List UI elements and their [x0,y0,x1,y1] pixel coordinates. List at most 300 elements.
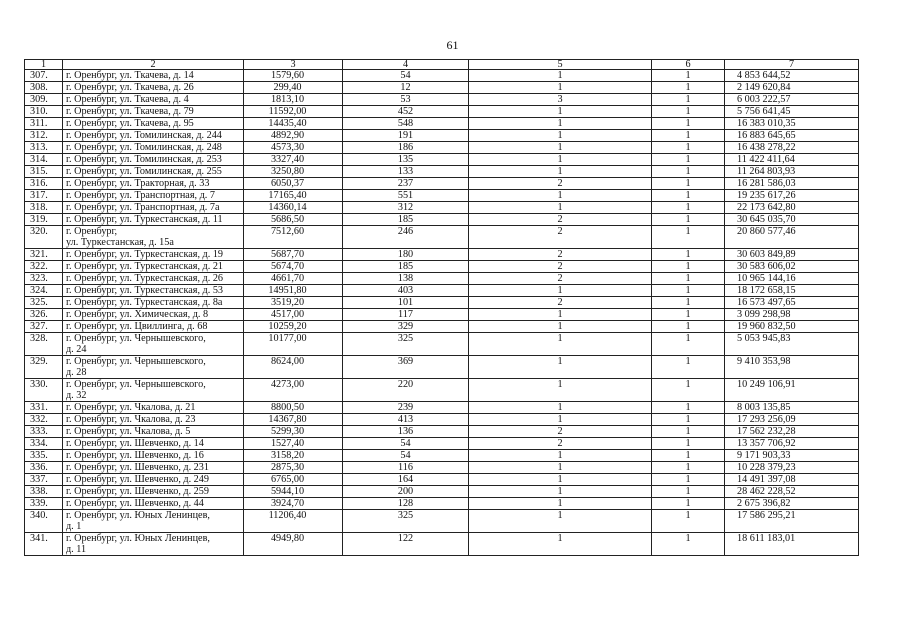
cell-6: 1 [652,450,725,462]
address: г. Оренбург, ул. Тракторная, д. 33 [63,178,244,190]
table-row [25,309,859,321]
area: 4892,90 [244,130,343,142]
residents: 185 [343,261,469,273]
row-number: 308. [25,82,63,94]
amount: 16 573 497,65 [725,297,859,309]
cell-6: 1 [652,474,725,486]
table-row [25,202,859,214]
amount: 16 438 278,22 [725,142,859,154]
amount: 11 422 411,64 [725,154,859,166]
cell-5: 1 [469,106,652,118]
amount: 16 383 010,35 [725,118,859,130]
table-row [25,297,859,309]
cell-6: 1 [652,533,725,556]
cell-6: 1 [652,70,725,82]
address-line: ул. Туркестанская, д. 15а [66,237,174,248]
table-row [25,379,859,402]
cell-5: 1 [469,533,652,556]
area: 5674,70 [244,261,343,273]
table-row [25,273,859,285]
header-col-1: 1 [25,60,63,70]
amount: 16 883 645,65 [725,130,859,142]
residents: 452 [343,106,469,118]
row-number: 335. [25,450,63,462]
address: г. Оренбург, ул. Туркестанская, д. 26 [63,273,244,285]
cell-5: 1 [469,462,652,474]
residents: 312 [343,202,469,214]
table-row [25,226,859,249]
address-line: д. 32 [66,390,87,401]
residents: 54 [343,70,469,82]
table-row [25,426,859,438]
amount: 17 562 232,28 [725,426,859,438]
table-row [25,356,859,379]
row-number: 334. [25,438,63,450]
residents: 191 [343,130,469,142]
amount: 8 003 135,85 [725,402,859,414]
residents: 180 [343,249,469,261]
residents: 185 [343,214,469,226]
address-line: г. Оренбург, ул. Чернышевского, [66,379,206,390]
table-row [25,438,859,450]
table-row [25,450,859,462]
address: г. Оренбург, ул. Ткачева, д. 95 [63,118,244,130]
cell-6: 1 [652,333,725,356]
row-number: 333. [25,426,63,438]
table-row [25,106,859,118]
residents: 136 [343,426,469,438]
cell-6: 1 [652,118,725,130]
residents: 403 [343,285,469,297]
address: г. Оренбург, ул. Туркестанская, д. 19 [63,249,244,261]
table-row [25,510,859,533]
amount: 10 228 379,23 [725,462,859,474]
cell-5: 1 [469,450,652,462]
cell-5: 1 [469,321,652,333]
table-row [25,94,859,106]
header-col-7: 7 [725,60,859,70]
address: г. Оренбург, ул. Ткачева, д. 4 [63,94,244,106]
row-number: 316. [25,178,63,190]
table-row [25,118,859,130]
address: г. Оренбург, ул. Туркестанская, д. 21 [63,261,244,273]
residents: 116 [343,462,469,474]
address: г. Оренбург, ул. Шевченко, д. 249 [63,474,244,486]
area: 10259,20 [244,321,343,333]
page-number: 61 [446,38,459,52]
cell-6: 1 [652,261,725,273]
address-line: г. Оренбург, ул. Юных Ленинцев, [66,510,210,521]
amount: 14 491 397,08 [725,474,859,486]
table-row [25,70,859,82]
area: 11592,00 [244,106,343,118]
cell-5: 2 [469,214,652,226]
cell-5: 2 [469,178,652,190]
table-row [25,285,859,297]
amount: 17 293 256,09 [725,414,859,426]
row-number: 313. [25,142,63,154]
cell-5: 2 [469,426,652,438]
cell-5: 1 [469,70,652,82]
amount: 28 462 228,52 [725,486,859,498]
residents: 164 [343,474,469,486]
cell-6: 1 [652,426,725,438]
residents: 239 [343,402,469,414]
row-number: 319. [25,214,63,226]
table-body [25,70,859,556]
address: г. Оренбург, ул. Цвиллинга, д. 68 [63,321,244,333]
residents: 548 [343,118,469,130]
cell-5: 2 [469,438,652,450]
row-number: 332. [25,414,63,426]
address-line: г. Оренбург, ул. Чернышевского, [66,356,206,367]
cell-6: 1 [652,166,725,178]
residents: 413 [343,414,469,426]
area: 2875,30 [244,462,343,474]
row-number: 329. [25,356,63,379]
amount: 17 586 295,21 [725,510,859,533]
address: г. Оренбург, ул. Шевченко, д. 231 [63,462,244,474]
address: г. Оренбург, ул. Томилинская, д. 248 [63,142,244,154]
cell-5: 1 [469,309,652,321]
cell-5: 1 [469,118,652,130]
area: 4273,00 [244,379,343,402]
residents: 329 [343,321,469,333]
area: 14951,80 [244,285,343,297]
cell-6: 1 [652,309,725,321]
address-line: д. 1 [66,521,82,532]
address-line: г. Оренбург, ул. Юных Ленинцев, [66,533,210,544]
cell-6: 1 [652,510,725,533]
residents: 54 [343,450,469,462]
amount: 4 853 644,52 [725,70,859,82]
address-line: д. 11 [66,544,87,555]
row-number: 328. [25,333,63,356]
address: г. Оренбург, ул. Чкалова, д. 5 [63,426,244,438]
cell-5: 2 [469,249,652,261]
row-number: 320. [25,226,63,249]
cell-5: 1 [469,379,652,402]
cell-5: 2 [469,226,652,249]
cell-5: 2 [469,273,652,285]
amount: 20 860 577,46 [725,226,859,249]
cell-6: 1 [652,202,725,214]
cell-6: 1 [652,82,725,94]
address: г. Оренбург, ул. Чкалова, д. 23 [63,414,244,426]
cell-5: 1 [469,486,652,498]
row-number: 331. [25,402,63,414]
residents: 237 [343,178,469,190]
cell-6: 1 [652,106,725,118]
cell-6: 1 [652,94,725,106]
table-row [25,414,859,426]
table-row [25,214,859,226]
area: 4949,80 [244,533,343,556]
cell-5: 1 [469,356,652,379]
row-number: 327. [25,321,63,333]
address-line: д. 24 [66,344,87,355]
residents: 200 [343,486,469,498]
cell-5: 1 [469,190,652,202]
cell-6: 1 [652,438,725,450]
row-number: 312. [25,130,63,142]
header-col-4: 4 [343,60,469,70]
row-number: 322. [25,261,63,273]
cell-5: 1 [469,154,652,166]
table-row [25,190,859,202]
amount: 22 173 642,80 [725,202,859,214]
area: 11206,40 [244,510,343,533]
address [63,356,244,379]
cell-6: 1 [652,273,725,285]
cell-6: 1 [652,356,725,379]
row-number: 309. [25,94,63,106]
residents: 220 [343,379,469,402]
table-row [25,321,859,333]
cell-5: 1 [469,166,652,178]
table-row [25,166,859,178]
row-number: 326. [25,309,63,321]
cell-6: 1 [652,214,725,226]
residents: 117 [343,309,469,321]
row-number: 321. [25,249,63,261]
amount: 5 756 641,45 [725,106,859,118]
table-row [25,486,859,498]
row-number: 311. [25,118,63,130]
area: 3250,80 [244,166,343,178]
area: 14360,14 [244,202,343,214]
amount: 18 611 183,01 [725,533,859,556]
cell-5: 1 [469,402,652,414]
area: 5687,70 [244,249,343,261]
row-number: 318. [25,202,63,214]
amount: 2 675 396,82 [725,498,859,510]
header-col-6: 6 [652,60,725,70]
row-number: 307. [25,70,63,82]
address-line: д. 28 [66,367,87,378]
area: 4661,70 [244,273,343,285]
table-row [25,249,859,261]
cell-6: 1 [652,414,725,426]
amount: 5 053 945,83 [725,333,859,356]
address: г. Оренбург, ул. Ткачева, д. 14 [63,70,244,82]
residents: 12 [343,82,469,94]
cell-5: 1 [469,202,652,214]
address: г. Оренбург, ул. Ткачева, д. 26 [63,82,244,94]
area: 1813,10 [244,94,343,106]
area: 4573,30 [244,142,343,154]
row-number: 324. [25,285,63,297]
area: 14435,40 [244,118,343,130]
amount: 2 149 620,84 [725,82,859,94]
amount: 9 171 903,33 [725,450,859,462]
area: 3158,20 [244,450,343,462]
row-number: 315. [25,166,63,178]
table-row [25,498,859,510]
table-row [25,333,859,356]
residents: 138 [343,273,469,285]
cell-6: 1 [652,486,725,498]
cell-5: 1 [469,498,652,510]
table-row [25,154,859,166]
amount: 19 235 617,26 [725,190,859,202]
row-number: 337. [25,474,63,486]
amount: 19 960 832,50 [725,321,859,333]
area: 6050,37 [244,178,343,190]
cell-5: 1 [469,474,652,486]
area: 6765,00 [244,474,343,486]
area: 8624,00 [244,356,343,379]
address: г. Оренбург, ул. Чкалова, д. 21 [63,402,244,414]
cell-6: 1 [652,498,725,510]
table-row [25,462,859,474]
address: г. Оренбург, ул. Туркестанская, д. 11 [63,214,244,226]
amount: 3 099 298,98 [725,309,859,321]
amount: 11 264 803,93 [725,166,859,178]
address-line: г. Оренбург, ул. Чернышевского, [66,333,206,344]
residents: 551 [343,190,469,202]
area: 299,40 [244,82,343,94]
area: 8800,50 [244,402,343,414]
address: г. Оренбург, ул. Томилинская, д. 255 [63,166,244,178]
address-line: г. Оренбург, [66,226,118,237]
cell-6: 1 [652,285,725,297]
address [63,510,244,533]
cell-6: 1 [652,154,725,166]
amount: 10 249 106,91 [725,379,859,402]
header-row [25,60,859,70]
cell-6: 1 [652,226,725,249]
row-number: 317. [25,190,63,202]
header-col-2: 2 [63,60,244,70]
cell-5: 1 [469,414,652,426]
cell-6: 1 [652,190,725,202]
address: г. Оренбург, ул. Ткачева, д. 79 [63,106,244,118]
address: г. Оренбург, ул. Химическая, д. 8 [63,309,244,321]
address: г. Оренбург, ул. Туркестанская, д. 53 [63,285,244,297]
residents: 54 [343,438,469,450]
area: 5686,50 [244,214,343,226]
cell-6: 1 [652,321,725,333]
address [63,333,244,356]
cell-6: 1 [652,297,725,309]
cell-6: 1 [652,402,725,414]
area: 5299,30 [244,426,343,438]
residents: 325 [343,510,469,533]
address: г. Оренбург, ул. Шевченко, д. 14 [63,438,244,450]
area: 1527,40 [244,438,343,450]
address: г. Оренбург, ул. Томилинская, д. 244 [63,130,244,142]
cell-5: 3 [469,94,652,106]
residents: 325 [343,333,469,356]
row-number: 341. [25,533,63,556]
amount: 10 965 144,16 [725,273,859,285]
row-number: 325. [25,297,63,309]
address: г. Оренбург, ул. Шевченко, д. 259 [63,486,244,498]
amount: 6 003 222,57 [725,94,859,106]
row-number: 314. [25,154,63,166]
amount: 16 281 586,03 [725,178,859,190]
row-number: 340. [25,510,63,533]
table-row [25,178,859,190]
table-row [25,474,859,486]
table-row [25,261,859,273]
cell-6: 1 [652,178,725,190]
row-number: 339. [25,498,63,510]
amount: 9 410 353,98 [725,356,859,379]
cell-6: 1 [652,462,725,474]
residents: 128 [343,498,469,510]
area: 7512,60 [244,226,343,249]
amount: 30 603 849,89 [725,249,859,261]
residents: 53 [343,94,469,106]
address: г. Оренбург, ул. Томилинская, д. 253 [63,154,244,166]
cell-6: 1 [652,249,725,261]
table-row [25,142,859,154]
area: 4517,00 [244,309,343,321]
address: г. Оренбург, ул. Туркестанская, д. 8а [63,297,244,309]
area: 3327,40 [244,154,343,166]
residents: 246 [343,226,469,249]
address: г. Оренбург, ул. Транспортная, д. 7а [63,202,244,214]
residents: 369 [343,356,469,379]
amount: 30 645 035,70 [725,214,859,226]
address [63,226,244,249]
row-number: 310. [25,106,63,118]
cell-5: 1 [469,285,652,297]
area: 3924,70 [244,498,343,510]
residents: 122 [343,533,469,556]
cell-5: 1 [469,130,652,142]
table-row [25,533,859,556]
amount: 18 172 658,15 [725,285,859,297]
row-number: 330. [25,379,63,402]
row-number: 323. [25,273,63,285]
area: 17165,40 [244,190,343,202]
cell-5: 1 [469,82,652,94]
address: г. Оренбург, ул. Шевченко, д. 16 [63,450,244,462]
table-row [25,402,859,414]
address: г. Оренбург, ул. Шевченко, д. 44 [63,498,244,510]
header-col-5: 5 [469,60,652,70]
cell-6: 1 [652,379,725,402]
area: 1579,60 [244,70,343,82]
cell-6: 1 [652,142,725,154]
table-row [25,82,859,94]
cell-5: 1 [469,510,652,533]
housing-table [24,59,859,556]
residents: 186 [343,142,469,154]
address: г. Оренбург, ул. Транспортная, д. 7 [63,190,244,202]
area: 3519,20 [244,297,343,309]
cell-5: 1 [469,333,652,356]
area: 14367,80 [244,414,343,426]
residents: 135 [343,154,469,166]
cell-5: 1 [469,142,652,154]
amount: 13 357 706,92 [725,438,859,450]
address [63,533,244,556]
amount: 30 583 606,02 [725,261,859,273]
table-row [25,130,859,142]
cell-6: 1 [652,130,725,142]
cell-5: 2 [469,297,652,309]
row-number: 338. [25,486,63,498]
header-col-3: 3 [244,60,343,70]
cell-5: 2 [469,261,652,273]
area: 5944,10 [244,486,343,498]
row-number: 336. [25,462,63,474]
address [63,379,244,402]
